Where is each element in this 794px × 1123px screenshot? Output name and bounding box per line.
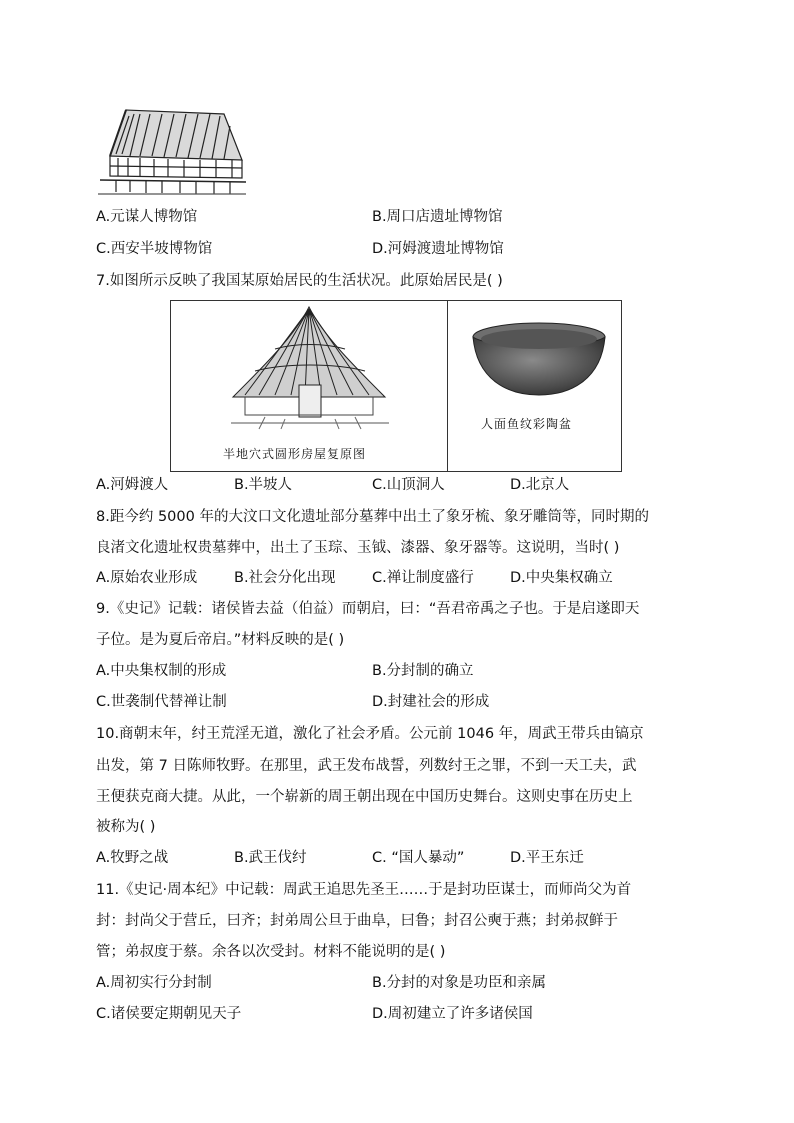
q11-stem-line-3: 管；弟叔度于蔡。余各以次受封。材料不能说明的是( ) <box>96 944 446 960</box>
stilt-house-illustration <box>96 104 248 196</box>
q8-option-d[interactable]: D.中央集权确立 <box>510 570 613 586</box>
q7-stem: 7.如图所示反映了我国某原始居民的生活状况。此原始居民是( ) <box>96 273 503 289</box>
q9-option-d[interactable]: D.封建社会的形成 <box>372 694 490 710</box>
q10-stem-line-4: 被称为( ) <box>96 819 156 835</box>
q10-option-b[interactable]: B.武王伐纣 <box>234 850 307 866</box>
q10-stem-line-2: 出发，第 7 日陈师牧野。在那里，武王发布战誓，列数纣王之罪，不到一天工夫，武 <box>96 758 637 774</box>
q8-stem-line-1: 8.距今约 5000 年的大汶口文化遗址部分墓葬中出土了象牙梳、象牙雕筒等，同时期的 <box>96 509 649 525</box>
q11-option-d[interactable]: D.周初建立了许多诸侯国 <box>372 1006 533 1022</box>
q10-option-a[interactable]: A.牧野之战 <box>96 850 169 866</box>
q6-option-a[interactable]: A.元谋人博物馆 <box>96 209 198 225</box>
q11-stem-line-1: 11.《史记·周本纪》中记载：周武王追思先圣王……于是封功臣谋士，而师尚父为首 <box>96 882 632 898</box>
q7-option-d[interactable]: D.北京人 <box>510 477 570 493</box>
q10-option-d[interactable]: D.平王东迁 <box>510 850 584 866</box>
q8-option-b[interactable]: B.社会分化出现 <box>234 570 336 586</box>
figure-divider <box>447 301 448 471</box>
q11-option-c[interactable]: C.诸侯要定期朝见天子 <box>96 1006 242 1022</box>
q10-stem-line-3: 王便获克商大捷。从此，一个崭新的周王朝出现在中国历史舞台。这则史事在历史上 <box>96 789 633 805</box>
basin-caption: 人面鱼纹彩陶盆 <box>481 417 573 431</box>
q8-option-c[interactable]: C.禅让制度盛行 <box>372 570 474 586</box>
q10-option-c[interactable]: C. “国人暴动” <box>372 850 465 866</box>
q11-option-b[interactable]: B.分封的对象是功臣和亲属 <box>372 975 547 991</box>
q6-option-d[interactable]: D.河姆渡遗址博物馆 <box>372 241 504 257</box>
hut-illustration <box>225 305 393 433</box>
q9-option-b[interactable]: B.分封制的确立 <box>372 663 474 679</box>
q10-stem-line-1: 10.商朝末年，纣王荒淫无道，激化了社会矛盾。公元前 1046 年，周武王带兵由镐京 <box>96 726 644 742</box>
q8-stem-line-2: 良渚文化遗址权贵墓葬中，出土了玉琮、玉钺、漆器、象牙器等。这说明，当时( ) <box>96 540 620 556</box>
q11-stem-line-2: 封：封尚父于营丘，曰齐；封弟周公旦于曲阜，曰鲁；封召公奭于燕；封弟叔鲜于 <box>96 913 618 929</box>
q6-option-b[interactable]: B.周口店遗址博物馆 <box>372 209 503 225</box>
q7-option-c[interactable]: C.山顶洞人 <box>372 477 445 493</box>
q8-option-a[interactable]: A.原始农业形成 <box>96 570 198 586</box>
q6-option-c[interactable]: C.西安半坡博物馆 <box>96 241 213 257</box>
q9-stem-line-2: 子位。是为夏后帝启。”材料反映的是( ) <box>96 632 345 648</box>
q9-stem-line-1: 9.《史记》记载：诸侯皆去益（伯益）而朝启，曰：“吾君帝禹之子也。于是启遂即天 <box>96 601 640 617</box>
q7-option-b[interactable]: B.半坡人 <box>234 477 293 493</box>
hut-caption: 半地穴式圆形房屋复原图 <box>223 447 367 461</box>
q7-figure <box>170 300 622 472</box>
q9-option-c[interactable]: C.世袭制代替禅让制 <box>96 694 227 710</box>
pottery-basin-illustration <box>469 319 609 399</box>
q7-option-a[interactable]: A.河姆渡人 <box>96 477 169 493</box>
q11-option-a[interactable]: A.周初实行分封制 <box>96 975 212 991</box>
q9-option-a[interactable]: A.中央集权制的形成 <box>96 663 227 679</box>
